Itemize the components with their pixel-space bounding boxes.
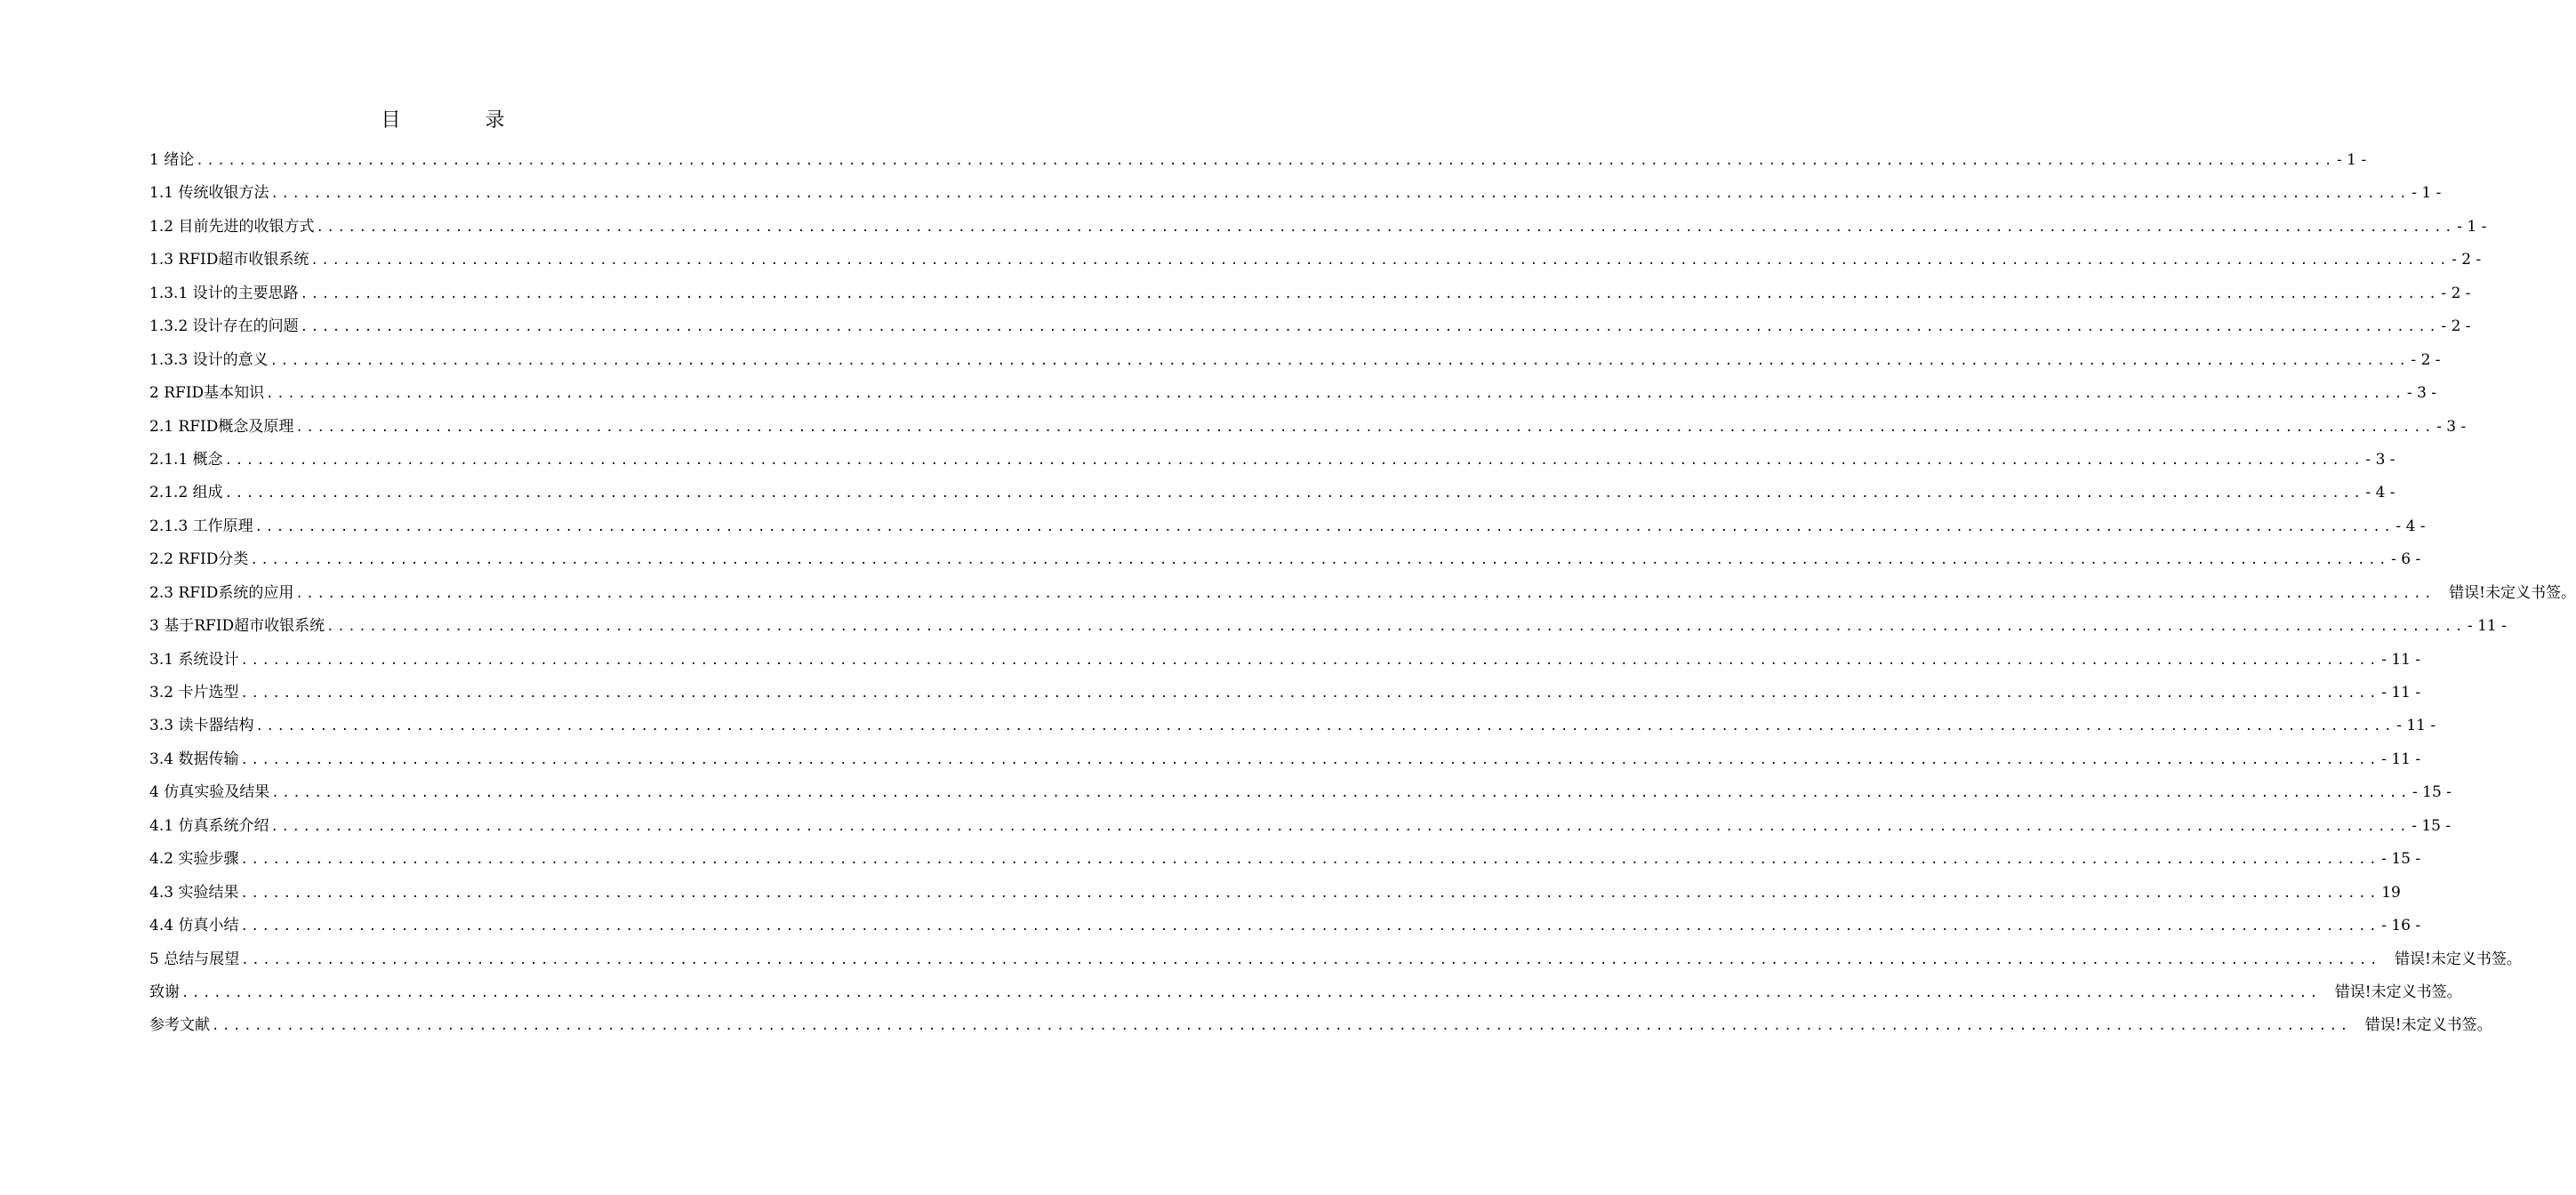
toc-entry-label: 4.3 实验结果 xyxy=(149,883,239,902)
toc-dot-leader: ........................................................................................................................................................................................................ xyxy=(250,553,2390,568)
toc-entry-page: - 2 - xyxy=(2441,284,2471,302)
toc-dot-leader: ........................................................................................................................................................................................................ xyxy=(196,154,2335,168)
toc-entry-page: - 4 - xyxy=(2395,517,2426,535)
toc-entry-page: - 2 - xyxy=(2441,317,2471,336)
toc-entry-label: 2 RFID基本知识 xyxy=(149,384,265,403)
toc-entry-label: 2.1.2 组成 xyxy=(149,484,223,502)
toc-entry[interactable] xyxy=(149,976,2462,1009)
toc-entry[interactable] xyxy=(149,610,2507,643)
toc-entry-label: 1.3.1 设计的主要思路 xyxy=(149,284,299,302)
toc-entry-label: 4.4 仿真小结 xyxy=(149,917,239,935)
toc-entry-page: 错误!未定义书签。 xyxy=(2394,950,2522,968)
toc-entry-page: - 16 - xyxy=(2381,917,2421,935)
toc-entry-page: 错误!未定义书签。 xyxy=(2364,1016,2492,1035)
toc-dot-leader: ........................................................................................................................................................................................................ xyxy=(316,220,2456,235)
toc-dot-leader: ........................................................................................................................................................................................................ xyxy=(300,286,2440,301)
toc-entry-page: - 1 - xyxy=(2457,217,2487,236)
toc-entry-label: 2.2 RFID分类 xyxy=(149,550,249,569)
toc-entry-page: - 11 - xyxy=(2396,717,2436,735)
toc-entry[interactable] xyxy=(149,310,2471,343)
toc-entry[interactable] xyxy=(149,943,2522,976)
toc-entry-page: 错误!未定义书签。 xyxy=(2334,982,2462,1001)
toc-entry-label: 1 绪论 xyxy=(149,151,195,169)
toc-entry[interactable] xyxy=(149,644,2421,677)
toc-dot-leader: ........................................................................................................................................................................................................ xyxy=(271,786,2411,801)
toc-entry[interactable] xyxy=(149,177,2442,210)
toc-dot-leader: ........................................................................................................................................................................................................ xyxy=(240,653,2380,668)
toc-entry[interactable] xyxy=(149,510,2426,543)
toc-entry-label: 1.3 RFID超市收银系统 xyxy=(149,251,309,269)
toc-entry-label: 2.1.1 概念 xyxy=(149,450,223,469)
toc-dot-leader: ........................................................................................................................................................................................................ xyxy=(240,919,2380,934)
toc-title: 目 录 xyxy=(381,109,544,132)
toc-dot-leader: ........................................................................................................................................................................................................ xyxy=(300,320,2440,335)
toc-dot-leader: ........................................................................................................................................................................................................ xyxy=(269,353,2410,368)
toc-dot-leader: ........................................................................................................................................................................................................ xyxy=(240,886,2380,901)
toc-entry-label: 2.3 RFID系统的应用 xyxy=(149,583,294,602)
toc-entry[interactable] xyxy=(149,344,2441,377)
toc-entry[interactable] xyxy=(149,543,2421,576)
toc-entry-page: - 2 - xyxy=(2452,251,2482,269)
toc-entry[interactable] xyxy=(149,377,2437,410)
toc-entry-label: 致谢 xyxy=(149,982,180,1001)
toc-entry-label: 参考文献 xyxy=(149,1016,210,1035)
toc-dot-leader: ........................................................................................................................................................................................................ xyxy=(224,453,2364,468)
toc-entry-label: 1.3.3 设计的意义 xyxy=(149,350,269,369)
toc-dot-leader: ........................................................................................................................................................................................................ xyxy=(241,952,2380,967)
toc-entry[interactable] xyxy=(149,1009,2492,1042)
toc-entry[interactable] xyxy=(149,444,2395,477)
toc-dot-leader: ........................................................................................................................................................................................................ xyxy=(295,586,2436,601)
toc-entry-page: - 11 - xyxy=(2381,650,2421,669)
toc-entry[interactable] xyxy=(149,877,2401,910)
toc-dot-leader: ........................................................................................................................................................................................................ xyxy=(255,719,2395,734)
toc-entry-page: 错误!未定义书签。 xyxy=(2449,583,2576,602)
toc-entry-page: - 6 - xyxy=(2391,550,2421,569)
toc-entry-label: 4 仿真实验及结果 xyxy=(149,783,270,802)
toc-entry-label: 5 总结与展望 xyxy=(149,950,240,968)
toc-dot-leader: ........................................................................................................................................................................................................ xyxy=(310,253,2451,269)
toc-entry-page: - 3 - xyxy=(2406,384,2437,403)
toc-entry-page: - 4 - xyxy=(2365,484,2395,502)
toc-entry-label: 3.3 读卡器结构 xyxy=(149,717,254,735)
toc-entry-label: 3.2 卡片选型 xyxy=(149,684,239,702)
toc-entry-page: - 1 - xyxy=(2336,151,2367,169)
toc-entry[interactable] xyxy=(149,677,2421,710)
toc-entry[interactable] xyxy=(149,710,2436,742)
toc-entry-page: - 11 - xyxy=(2381,684,2421,702)
toc-entry[interactable] xyxy=(149,577,2576,610)
toc-entry-label: 1.1 传统收银方法 xyxy=(149,184,269,203)
toc-dot-leader: ........................................................................................................................................................................................................ xyxy=(240,853,2380,868)
toc-entry-label: 2.1.3 工作原理 xyxy=(149,517,253,535)
toc-entry-label: 3 基于RFID超市收银系统 xyxy=(149,617,325,636)
toc-entry-label: 3.1 系统设计 xyxy=(149,650,239,669)
toc-dot-leader: ........................................................................................................................................................................................................ xyxy=(266,387,2405,402)
toc-entry-label: 1.2 目前先进的收银方式 xyxy=(149,217,315,236)
toc-entry[interactable] xyxy=(149,776,2452,809)
toc-entry-page: - 15 - xyxy=(2411,816,2452,835)
toc-entry-page: - 3 - xyxy=(2365,450,2395,469)
toc-dot-leader: ........................................................................................................................................................................................................ xyxy=(326,620,2466,635)
toc-entry[interactable] xyxy=(149,244,2482,277)
toc-entry-page: - 15 - xyxy=(2411,783,2452,802)
toc-entry-page: - 11 - xyxy=(2381,750,2421,768)
toc-dot-leader: ........................................................................................................................................................................................................ xyxy=(240,686,2380,701)
toc-entry-page: 19 xyxy=(2381,883,2401,902)
toc-dot-leader: ........................................................................................................................................................................................................ xyxy=(181,985,2321,1000)
toc-entry[interactable] xyxy=(149,910,2421,942)
toc-entry[interactable] xyxy=(149,810,2452,843)
toc-entry-page: - 11 - xyxy=(2467,617,2507,636)
toc-entry[interactable] xyxy=(149,843,2421,876)
toc-dot-leader: ........................................................................................................................................................................................................ xyxy=(254,519,2395,534)
toc-entry[interactable] xyxy=(149,411,2467,444)
toc-entry[interactable] xyxy=(149,144,2367,177)
toc-entry-label: 3.4 数据传输 xyxy=(149,750,239,768)
toc-dot-leader: ........................................................................................................................................................................................................ xyxy=(212,1019,2351,1034)
toc-dot-leader: ........................................................................................................................................................................................................ xyxy=(240,752,2380,767)
toc-entry[interactable] xyxy=(149,743,2421,776)
toc-entry[interactable] xyxy=(149,277,2471,310)
toc-entry[interactable] xyxy=(149,211,2487,244)
toc-entry-label: 1.3.2 设计存在的问题 xyxy=(149,317,299,336)
toc-entry-page: - 2 - xyxy=(2411,350,2441,369)
toc-dot-leader: ........................................................................................................................................................................................................ xyxy=(270,819,2411,834)
toc-entry[interactable] xyxy=(149,477,2395,509)
toc-dot-leader: ........................................................................................................................................................................................................ xyxy=(270,187,2411,202)
table-of-contents xyxy=(149,144,2576,1043)
toc-entry-page: - 1 - xyxy=(2411,184,2442,203)
toc-entry-label: 4.2 实验步骤 xyxy=(149,850,239,869)
toc-entry-page: - 3 - xyxy=(2436,417,2467,436)
toc-entry-label: 4.1 仿真系统介绍 xyxy=(149,816,269,835)
toc-dot-leader: ........................................................................................................................................................................................................ xyxy=(224,486,2364,501)
toc-dot-leader: ........................................................................................................................................................................................................ xyxy=(295,420,2436,435)
toc-entry-page: - 15 - xyxy=(2381,850,2421,869)
toc-entry-label: 2.1 RFID概念及原理 xyxy=(149,417,294,436)
